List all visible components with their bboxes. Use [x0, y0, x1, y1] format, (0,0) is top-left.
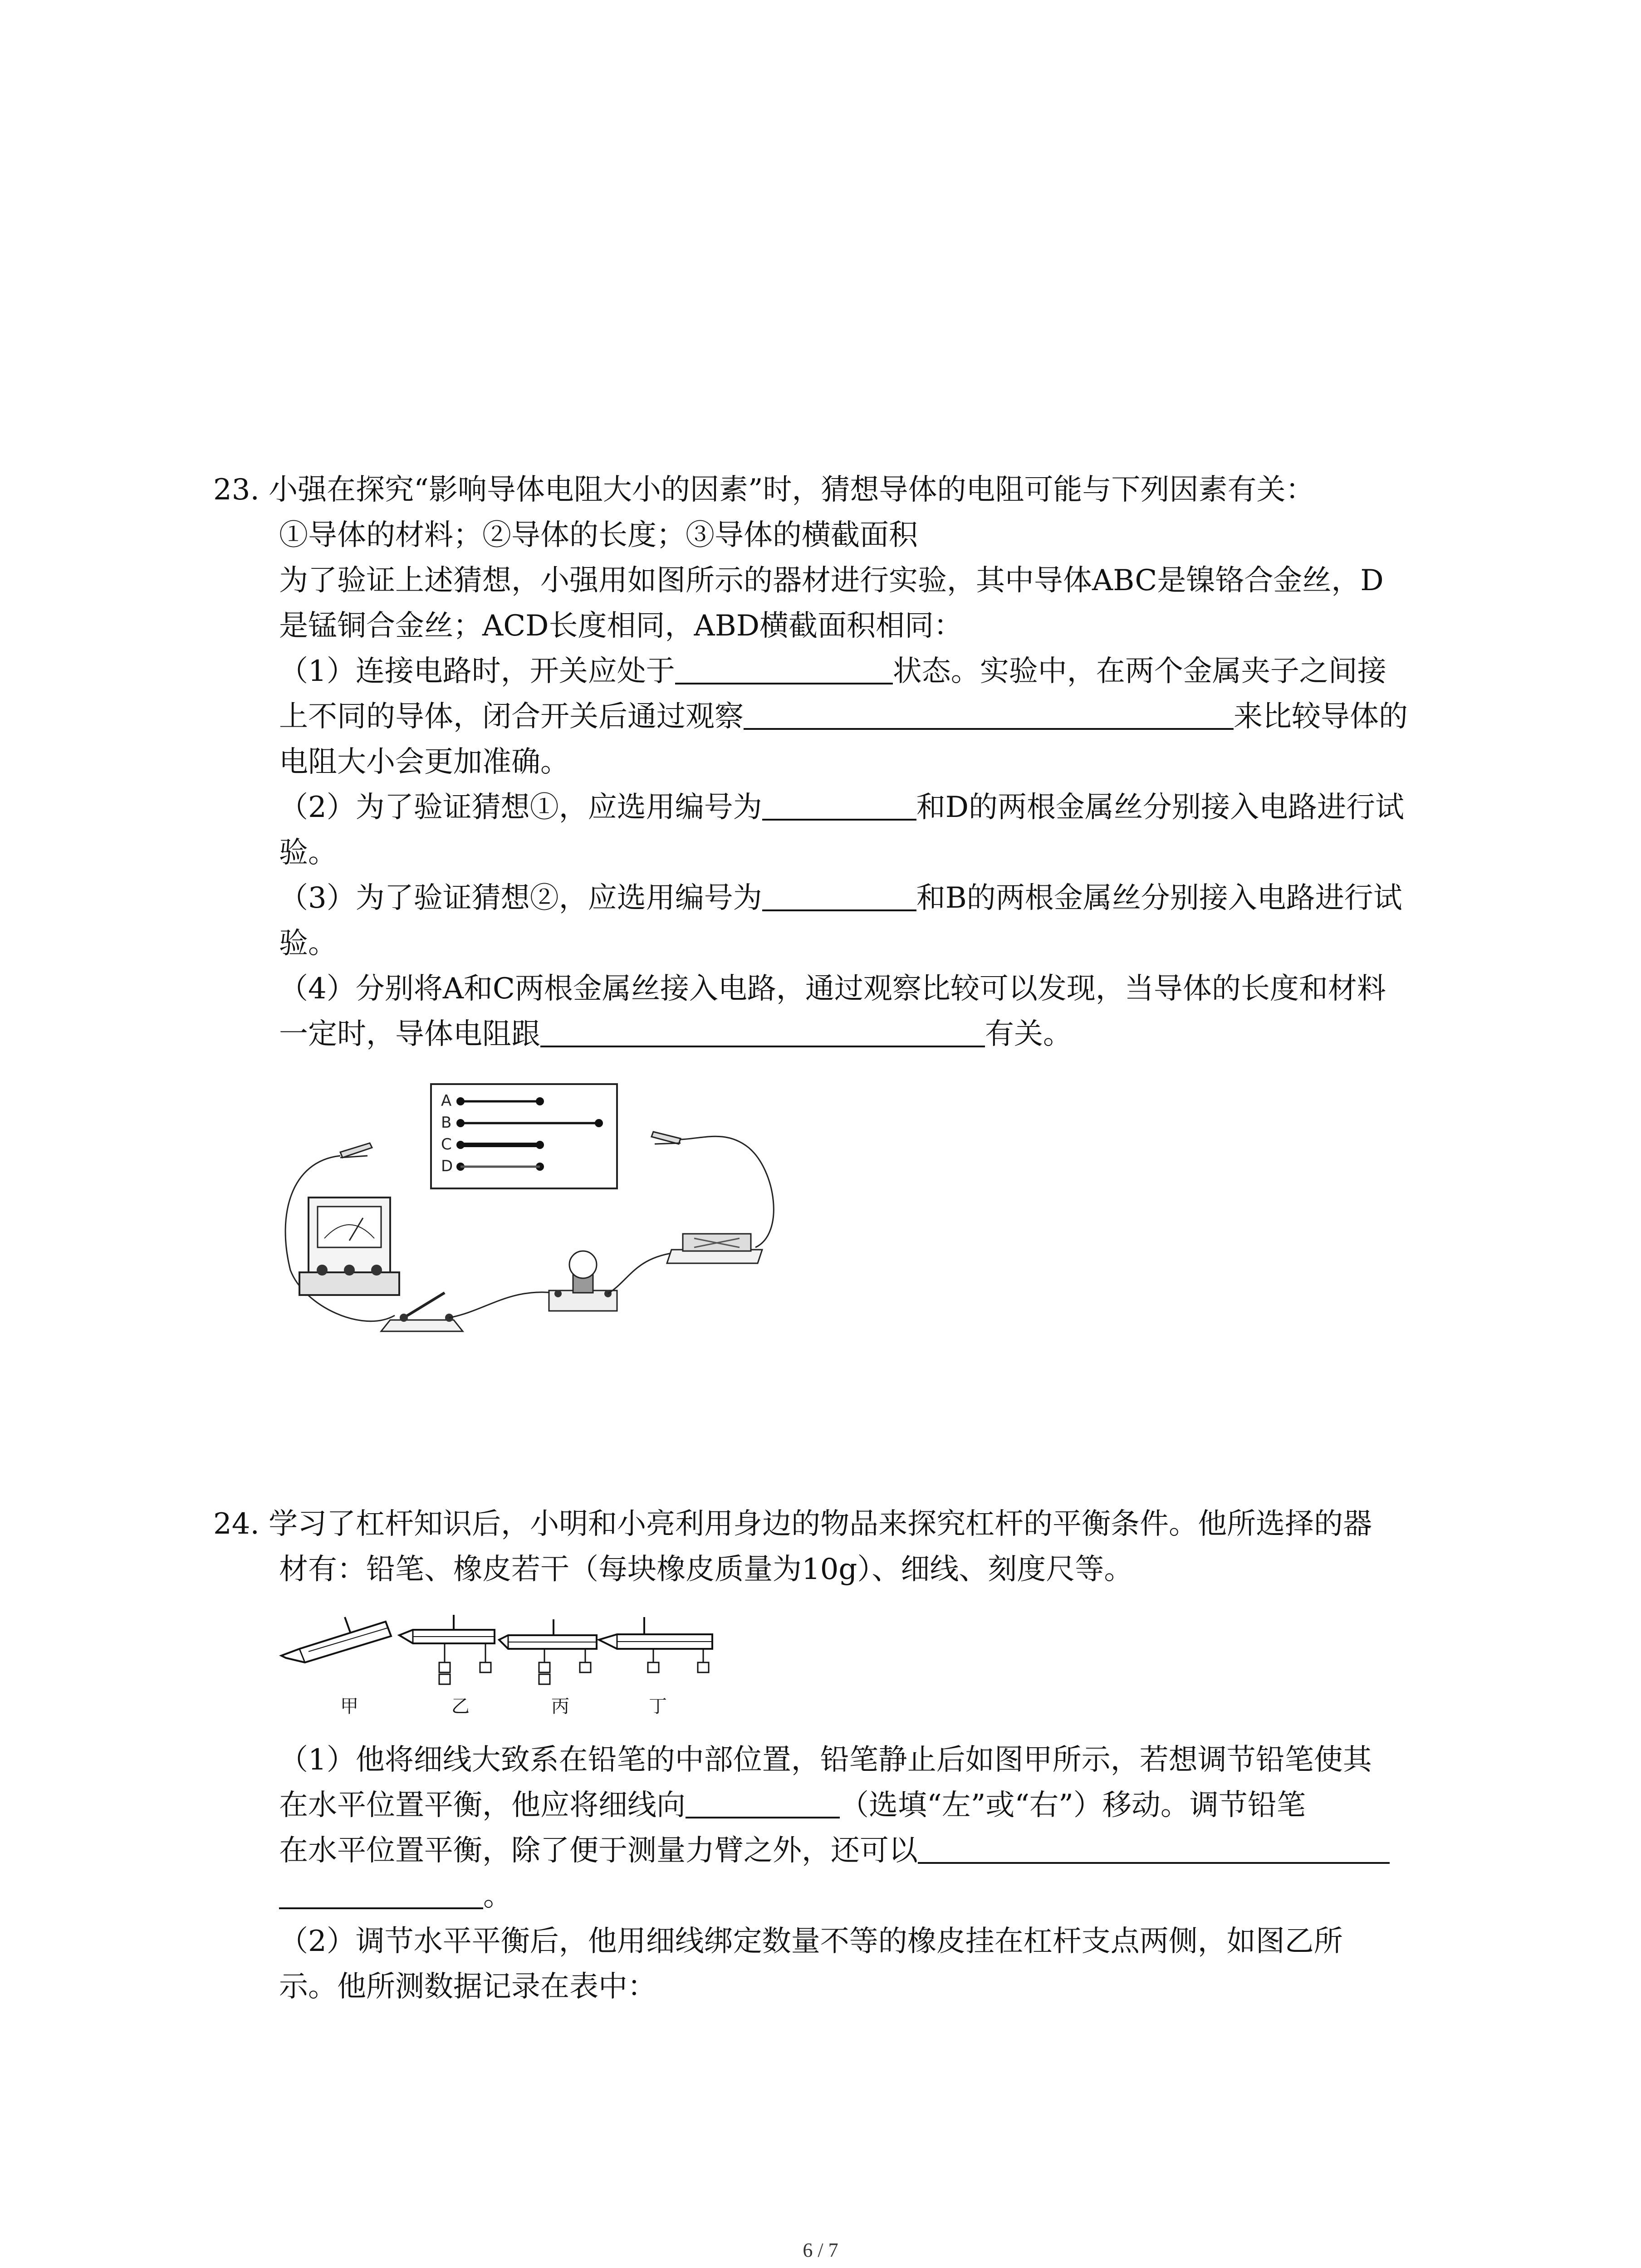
wire-switch-bulb [449, 1292, 554, 1318]
bulb [549, 1251, 617, 1311]
svg-text:丁: 丁 [649, 1696, 667, 1717]
q23-part-3-line-2: 验。 [279, 927, 337, 960]
q24-part-1-line-1: （1）他将细线大致系在铅笔的中部位置，铅笔静止后如图甲所示，若想调节铅笔使其 [279, 1743, 1372, 1777]
svg-text:B: B [441, 1114, 452, 1132]
q23-part-1-line-1: （1）连接电路时，开关应处于 状态。实验中，在两个金属夹子之间接 [279, 655, 1386, 688]
answer-blank-switch-state[interactable] [675, 655, 893, 684]
ammeter [299, 1198, 399, 1295]
q24-part-2-line-1: （2）调节水平平衡后，他用细线绑定数量不等的橡皮挂在杠杆支点两侧，如图乙所 [279, 1925, 1343, 1958]
circuit-diagram [272, 1080, 817, 1352]
answer-blank-area[interactable] [540, 1018, 985, 1047]
question-23 [213, 467, 1447, 1057]
question-24 [213, 1501, 1447, 1592]
answer-blank-observe[interactable] [744, 701, 1234, 730]
q24-line-2: 材有：铅笔、橡皮若干（每块橡皮质量为10g）、细线、刻度尺等。 [279, 1553, 1133, 1586]
page-number: 6 / 7 [803, 2239, 838, 2261]
left-clip [340, 1143, 372, 1158]
q23-line-1: 23. 小强在探究“影响导体电阻大小的因素”时，猜想导体的电阻可能与下列因素有关： [213, 473, 1315, 507]
q23-part-4-line-2: 一定时，导体电阻跟 有关。 [279, 1017, 1072, 1051]
q23-part-1-line-3: 电阻大小会更加准确。 [279, 745, 569, 779]
q23-part-1-line-2: 上不同的导体，闭合开关后通过观察 来比较导体的 [279, 700, 1408, 733]
pencil-jia [281, 1617, 391, 1717]
answer-blank-purpose-a[interactable] [918, 1835, 1390, 1864]
wire-battery-right-clip [681, 1136, 774, 1247]
q24-part-1-line-2: 在水平位置平衡，他应将细线向 （选填“左”或“右”）移动。调节铅笔 [279, 1789, 1306, 1822]
svg-text:D: D [441, 1157, 453, 1175]
answer-blank-direction[interactable] [686, 1789, 840, 1818]
battery-holder [667, 1234, 762, 1263]
circuit-figure [272, 1080, 817, 1352]
switch [381, 1293, 463, 1331]
pencil-lever-diagram [272, 1608, 794, 1730]
q23-part-4-line-1: （4）分别将A和C两根金属丝接入电路，通过观察比较可以发现，当导体的长度和材料 [279, 972, 1386, 1006]
q23-line-4: 是锰铜合金丝；ACD长度相同，ABD横截面积相同： [279, 609, 963, 643]
q24-part-1-line-3: 在水平位置平衡，除了便于测量力臂之外，还可以 [213, 1828, 1447, 1873]
question-24-parts [213, 1737, 1447, 2009]
q24-part-2-line-2: 示。他所测数据记录在表中： [279, 1970, 656, 2004]
q23-line-3: 为了验证上述猜想，小强用如图所示的器材进行实验，其中导体ABC是镍铬合金丝，D [279, 564, 1384, 597]
svg-text:A: A [441, 1092, 452, 1110]
q23-part-3-line-1: （3）为了验证猜想②，应选用编号为 和B的两根金属丝分别接入电路进行试 [279, 881, 1402, 915]
pencil-yi [399, 1615, 495, 1717]
q24-line-1: 24. 学习了杠杆知识后，小明和小亮利用身边的物品来探究杠杆的平衡条件。他所选择的器 [213, 1507, 1372, 1541]
answer-blank-guess-2[interactable] [762, 882, 916, 911]
pencil-ding [599, 1617, 712, 1717]
answer-blank-guess-1[interactable] [762, 792, 916, 821]
q24-part-1-line-4: 。 [213, 1873, 1447, 1919]
right-clip [652, 1132, 681, 1144]
svg-text:丙: 丙 [551, 1696, 569, 1717]
pencil-bing [499, 1619, 597, 1717]
q23-part-2-line-1: （2）为了验证猜想①，应选用编号为 和D的两根金属丝分别接入电路进行试 [279, 791, 1405, 824]
svg-text:C: C [441, 1135, 452, 1154]
answer-blank-purpose-b[interactable] [279, 1880, 483, 1909]
q23-part-2-line-2: 验。 [279, 836, 337, 870]
svg-text:甲: 甲 [340, 1696, 358, 1717]
q23-line-2: ①导体的材料；②导体的长度；③导体的横截面积 [279, 518, 918, 552]
svg-text:乙: 乙 [451, 1696, 470, 1717]
pencil-lever-figure [272, 1608, 794, 1730]
